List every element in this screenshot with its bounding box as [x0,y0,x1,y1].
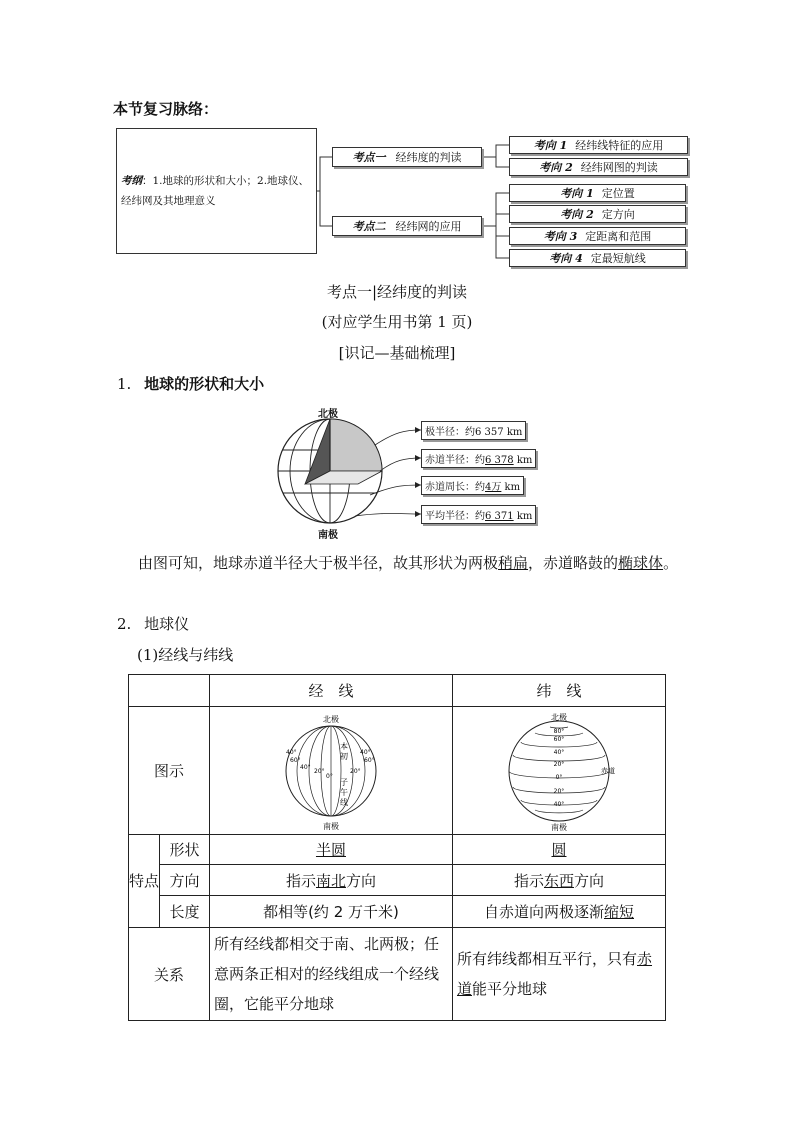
header-parallel: 纬 线 [452,675,665,707]
south-pole-label: 南极 [318,530,338,541]
direction-box [509,205,686,223]
label-prefix: 赤道周长：约 [425,482,485,493]
parallel-globe-figure [453,709,665,833]
label-prefix: 平均半径：约 [425,511,485,522]
parallel-relation [452,928,665,1021]
prime-meridian-char: 本 [339,741,348,751]
syllabus-label: 考纲 [121,175,142,187]
para1-text: 由图可知，地球赤道半径大于极半径，故其形状为两极 [138,554,499,572]
longitude-label: 20° [349,767,361,775]
meridian-north-label: 北极 [322,714,339,724]
latitude-label: 20° [553,760,565,768]
direction-text: 定最短航线 [590,252,646,265]
cell-answer: 缩短 [603,903,634,921]
sub1-heading: (1)经线与纬线 [137,646,234,664]
para1-text: 。 [663,554,679,572]
direction-text: 定位置 [601,187,635,200]
kp1-box [332,147,482,167]
direction-text: 定方向 [601,208,635,221]
direction-label: 考向 1 [533,139,568,152]
longitude-label: 20° [313,767,325,775]
latitude-label: 40° [553,800,565,808]
kp-title: 考点一|经纬度的判读 [326,283,468,301]
syllabus-text: ：1.地球的形状和大小；2.地球仪、经纬网及其地理意义 [121,175,310,207]
direction-label: 考向 4 [549,252,583,265]
meridian-parallel-table [128,674,666,1021]
parallel-length [452,896,665,928]
item2-title: 地球仪 [144,615,190,633]
label-unit: km [513,511,533,522]
row-direction-label: 方向 [160,865,210,896]
label-value: 6 357 [475,427,504,438]
direction-label: 考向 2 [539,161,573,174]
table-row-relation [129,928,666,1021]
item1-heading [117,373,264,394]
direction-box [509,158,688,176]
direction-text: 经纬线特征的应用 [575,139,664,152]
para1-answer: 椭球体 [618,554,664,572]
item1-num: 1. [117,375,132,393]
parallel-shape [452,835,665,865]
kp2-label: 考点二 [352,220,386,233]
meridian-figure-cell [209,707,452,835]
cell-answer: 赤道 [456,950,653,998]
parallel-shape-answer: 圆 [551,841,567,859]
direction-label: 考向 1 [560,187,594,200]
longitude-label: 60° [363,756,375,764]
direction-label: 考向 2 [560,208,594,221]
latitude-label: 40° [553,748,565,756]
meridian-globe-figure [210,709,452,833]
kp-ref: (对应学生用书第 1 页) [321,313,473,331]
kp2-box [332,216,482,236]
row-shape-label: 形状 [160,835,210,865]
mean-radius-label [421,505,536,524]
label-value: 4万 [485,482,502,493]
prime-meridian-char: 子 [339,777,348,787]
meridian-south-label: 南极 [322,821,339,831]
direction-label: 考向 3 [543,230,578,243]
table-row-figure [129,707,666,835]
meridian-direction [209,865,452,896]
row-relation-label: 关系 [129,928,210,1021]
prime-meridian-char: 午 [339,787,348,797]
label-value: 6 378 [485,455,514,466]
para1 [138,548,686,578]
header-meridian: 经 线 [209,675,452,707]
section-heading: 本节复习脉络： [113,100,219,118]
longitude-label: 40° [359,748,371,756]
prime-meridian-char: 初 [339,751,348,761]
direction-text: 经纬网图的判读 [580,161,658,174]
table-row-shape [129,835,666,865]
meridian-length: 都相等(约 2 万千米) [209,896,452,928]
features-label: 特点 [129,835,160,928]
row-figure-label: 图示 [129,707,210,835]
latitude-label: 80° [553,727,565,735]
meridian-relation: 所有经线都相交于南、北两极；任意两条正相对的经线组成一个经线圈，它能平分地球 [209,928,452,1021]
cell-text: 所有纬线都相互平行，只有 [456,950,637,968]
direction-box [509,184,686,202]
cell-text: 指示 [513,871,544,890]
header-empty-cell [129,675,210,707]
north-pole-label: 北极 [318,409,338,420]
table-header-row [129,675,666,707]
cell-text: 自赤道向两极逐渐 [483,903,604,921]
longitude-label: 0° [325,772,333,780]
parallel-direction [452,865,665,896]
cell-text: 方向 [345,871,376,890]
label-unit: km [501,482,521,493]
cell-answer: 南北 [315,871,346,890]
label-prefix: 极半径：约 [425,427,475,438]
label-unit: km [503,427,523,438]
label-value: 6 371 [485,511,514,522]
equator-label: 赤道 [600,766,615,775]
row-length-label: 长度 [160,896,210,928]
direction-box [509,249,686,267]
item2-num: 2. [117,615,132,633]
para1-text: ，赤道略鼓的 [528,554,619,572]
label-prefix: 赤道半径：约 [425,455,485,466]
cell-text: 指示 [285,871,316,890]
meridian-shape-answer: 半圆 [315,841,346,859]
direction-box [509,136,688,154]
table-row-direction [129,865,666,896]
parallel-north-label: 北极 [550,712,567,722]
direction-text: 定距离和范围 [585,230,652,243]
memory-label: [识记—基础梳理] [338,344,456,362]
kp1-text: 经纬度的判读 [395,151,462,164]
longitude-label: 60° [289,756,301,764]
parallel-figure-cell [452,707,665,835]
para1-answer: 稍扁 [498,554,529,572]
label-unit: km [513,455,533,466]
longitude-label: 40° [299,763,311,771]
item1-title: 地球的形状和大小 [144,375,265,393]
kp2-text: 经纬网的应用 [395,220,462,233]
kp1-label: 考点一 [352,151,386,164]
item2-heading [117,613,189,634]
cell-text: 能平分地球 [472,980,548,998]
longitude-label: 40° [285,748,297,756]
meridian-shape [209,835,452,865]
parallel-south-label: 南极 [550,822,567,832]
latitude-label: 0° [555,773,563,781]
equator-circumference-label [421,476,524,495]
direction-box [509,227,686,245]
prime-meridian-char: 线 [339,797,348,807]
latitude-label: 60° [553,735,565,743]
latitude-label: 20° [553,787,565,795]
cell-answer: 东西 [543,871,574,890]
polar-radius-label [421,421,526,440]
table-row-length [129,896,666,928]
equatorial-radius-label [421,449,536,468]
cell-text: 方向 [574,871,605,890]
